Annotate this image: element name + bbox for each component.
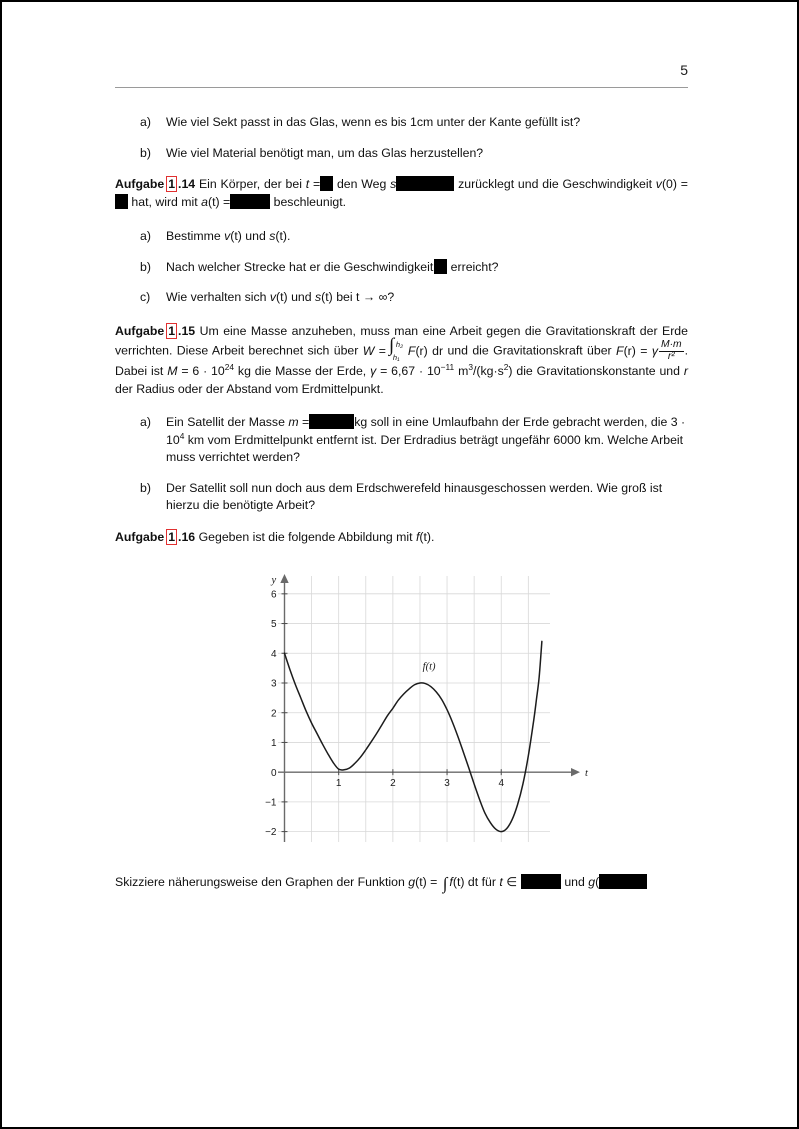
variable-f: f bbox=[415, 529, 420, 544]
task-number-boxed: 1 bbox=[168, 177, 176, 191]
gamma-value bbox=[370, 361, 455, 379]
tick-labels bbox=[265, 589, 504, 838]
item-mid: und bbox=[287, 290, 316, 304]
x-tick-label: 2 bbox=[389, 778, 396, 790]
variable-s: s bbox=[315, 290, 322, 304]
gamma-unit bbox=[458, 361, 513, 379]
task-text-intro: Gegeben ist die folgende Abbildung mit bbox=[198, 529, 413, 544]
list-item-text bbox=[166, 229, 290, 243]
task-label: Aufgabe bbox=[115, 177, 165, 191]
variable-f: f bbox=[449, 875, 453, 890]
y-axis-label: y bbox=[271, 575, 276, 587]
task-text-mid: und die Gravitationskraft über bbox=[447, 343, 612, 358]
list-marker: b) bbox=[140, 259, 151, 274]
v-argument: (0) = bbox=[661, 177, 688, 191]
previous-task-list bbox=[137, 114, 688, 162]
integral-lower-limit: h₁ bbox=[392, 353, 400, 362]
task-number-boxed: 1 bbox=[168, 529, 176, 544]
y-tick-label: −2 bbox=[264, 827, 276, 839]
task-1-15-list bbox=[137, 414, 688, 515]
variable-m: m bbox=[288, 415, 299, 430]
list-item-text bbox=[166, 290, 394, 304]
variable-s: s bbox=[390, 177, 397, 191]
y-tick-label: −1 bbox=[264, 797, 276, 809]
redaction-box bbox=[434, 259, 447, 274]
unit-kgs: /(kg·s bbox=[472, 364, 504, 379]
word-und: und bbox=[564, 875, 585, 890]
item-post: . bbox=[286, 229, 291, 243]
redaction-box bbox=[599, 874, 647, 889]
variable-F: F bbox=[616, 343, 624, 358]
list-item bbox=[137, 414, 688, 467]
exponent: 3 bbox=[468, 361, 473, 372]
list-item bbox=[137, 114, 688, 132]
list-marker: a) bbox=[140, 115, 151, 129]
variable-a: a bbox=[201, 194, 208, 209]
item-post2: km vom Erdmittelpunkt entfernt ist. Der Erdradius beträgt ungefähr 6000 km. Welche Arbeit muss verrichtet werden? bbox=[166, 432, 684, 465]
fraction-numerator: M·m bbox=[660, 339, 682, 351]
redaction-box bbox=[230, 194, 270, 209]
v-argument: (t) bbox=[276, 290, 288, 304]
redaction-box bbox=[309, 414, 354, 429]
list-item-text: Wie viel Material benötigt man, um das Glas herzustellen? bbox=[166, 145, 484, 160]
x-tick-label: 1 bbox=[335, 778, 341, 790]
variable-g: g bbox=[408, 875, 416, 890]
list-item-text bbox=[166, 415, 685, 464]
task-label: Aufgabe bbox=[115, 323, 165, 338]
variable-W: W bbox=[362, 343, 375, 358]
unit-close: ) bbox=[508, 364, 513, 379]
f-argument: (t) bbox=[419, 529, 432, 544]
list-item bbox=[137, 145, 688, 163]
variable-v: v bbox=[269, 290, 277, 304]
variable-s: s bbox=[269, 229, 276, 243]
variable-t: t bbox=[499, 875, 503, 890]
redaction-box bbox=[521, 874, 561, 889]
open-paren: ( bbox=[595, 875, 600, 890]
differential-dt: dt bbox=[467, 875, 479, 890]
task-text-d: kg die Masse der Erde, bbox=[237, 364, 367, 379]
gamma-symbol: γ bbox=[370, 364, 377, 379]
item-pre: Wie verhalten sich bbox=[166, 290, 270, 304]
v-argument: (t) bbox=[230, 229, 242, 243]
equals-sign: = bbox=[430, 875, 438, 890]
redaction-box bbox=[396, 176, 454, 191]
variable-r: r bbox=[683, 364, 688, 379]
page-header bbox=[115, 62, 688, 94]
closing-instruction bbox=[115, 874, 688, 893]
fraction-denominator: r² bbox=[667, 351, 675, 363]
equals-sign: = bbox=[302, 415, 310, 430]
task-text-e: beschleunigt. bbox=[273, 194, 347, 209]
formula-work bbox=[362, 335, 444, 362]
integral-upper-limit: h₂ bbox=[395, 340, 403, 349]
integral-symbol: ∫ bbox=[442, 874, 448, 894]
gamma-number: = 6,67 · 10 bbox=[380, 364, 441, 379]
list-item-text bbox=[166, 260, 499, 274]
equals-sign: = bbox=[640, 343, 648, 358]
task-text-intro: Um eine Masse anzuheben, muss man eine Arbeit gegen die Gravitationskraft der Erde verrichten. Diese Arbeit berechnet sich über bbox=[115, 323, 688, 358]
exponent: 2 bbox=[503, 361, 509, 372]
variable-M: M bbox=[167, 364, 178, 379]
item-post: kg soll in eine Umlaufbahn der Erde gebracht werden, die 3 · 10 bbox=[166, 415, 686, 447]
exponent: −11 bbox=[440, 361, 455, 372]
F-argument: (r) bbox=[415, 343, 428, 358]
task-text-b: den Weg bbox=[336, 177, 387, 191]
redaction-box bbox=[115, 194, 128, 209]
y-tick-label: 2 bbox=[270, 708, 276, 720]
task-number-rest: .14 bbox=[178, 177, 196, 191]
task-number-rest: .16 bbox=[178, 529, 196, 544]
mass-value: = 6 · 10 bbox=[181, 364, 225, 379]
word-fuer: für bbox=[481, 875, 496, 890]
graph-svg bbox=[242, 566, 588, 856]
variable-g: g bbox=[588, 875, 596, 890]
differential-dr: dr bbox=[432, 343, 444, 358]
y-tick-label: 6 bbox=[270, 589, 276, 601]
exponent: 24 bbox=[224, 361, 235, 372]
list-marker: b) bbox=[140, 480, 151, 495]
variable-v: v bbox=[224, 229, 231, 243]
list-marker: c) bbox=[140, 290, 151, 304]
g-argument: (t) bbox=[415, 875, 427, 890]
list-item-text: Der Satellit soll nun doch aus dem Erdschwerefeld hinausgeschossen werden. Wie groß ist hierzu die benötigte Arbeit? bbox=[166, 480, 663, 513]
integral-symbol: ∫ h₂ h₁ bbox=[388, 340, 407, 357]
element-of-symbol: ∈ bbox=[506, 875, 517, 890]
instruction-text: Skizziere näherungsweise den Graphen der Funktion bbox=[115, 875, 405, 890]
x-tick-label: 4 bbox=[497, 778, 504, 790]
task-text-a: Ein Körper, der bei bbox=[198, 177, 302, 191]
task-text-e: die Gravitationskonstante und bbox=[516, 364, 680, 379]
item-mid: und bbox=[241, 229, 270, 243]
x-axis-label: t bbox=[584, 767, 588, 779]
fraction bbox=[659, 340, 684, 363]
task-text-end: . bbox=[431, 529, 435, 544]
task-number-boxed: 1 bbox=[168, 323, 176, 338]
task-text-c: . Dabei ist bbox=[115, 343, 689, 379]
x-tick-label: 3 bbox=[443, 778, 450, 790]
item-post: erreicht? bbox=[450, 259, 499, 274]
gamma-symbol: γ bbox=[651, 343, 658, 358]
f-argument: (t) bbox=[452, 875, 465, 890]
y-tick-label: 4 bbox=[270, 648, 276, 660]
variable-F: F bbox=[407, 343, 416, 358]
task-1-14-list bbox=[137, 228, 688, 307]
figure-container bbox=[115, 566, 688, 856]
task-1-14-paragraph bbox=[115, 176, 688, 211]
task-1-16-paragraph bbox=[115, 529, 688, 547]
function-graph bbox=[242, 566, 588, 856]
curve-annotation: f(t) bbox=[422, 661, 435, 673]
y-tick-label: 1 bbox=[270, 738, 276, 750]
y-tick-label: 5 bbox=[270, 619, 276, 631]
mass-earth-value bbox=[167, 361, 235, 379]
axis-titles bbox=[270, 575, 589, 779]
variable-v: v bbox=[655, 177, 662, 191]
list-marker: b) bbox=[140, 145, 151, 160]
list-item bbox=[137, 480, 688, 515]
F-argument: (r) bbox=[623, 343, 636, 358]
list-item bbox=[137, 259, 688, 277]
list-item bbox=[137, 289, 688, 307]
equals-sign: = bbox=[378, 343, 386, 358]
equals-sign: = bbox=[312, 177, 321, 191]
y-tick-label: 3 bbox=[270, 678, 276, 690]
task-number-rest: .15 bbox=[178, 323, 196, 338]
task-1-15-paragraph bbox=[115, 323, 688, 399]
item-pre: Ein Satellit der Masse bbox=[166, 415, 285, 430]
list-marker: a) bbox=[140, 415, 151, 430]
function-curve bbox=[284, 641, 541, 831]
formula-force bbox=[616, 339, 685, 363]
s-argument: (t) bbox=[275, 229, 287, 243]
header-rule bbox=[115, 87, 688, 88]
task-text-f: der Radius oder der Abstand vom Erdmittelpunkt. bbox=[115, 381, 384, 396]
y-tick-label: 0 bbox=[270, 767, 276, 779]
task-label: Aufgabe bbox=[115, 529, 165, 544]
list-item bbox=[137, 228, 688, 246]
unit-m: m bbox=[458, 364, 469, 379]
list-marker: a) bbox=[140, 229, 151, 243]
item-pre: Bestimme bbox=[166, 229, 225, 243]
page-content bbox=[115, 62, 688, 893]
redaction-box bbox=[320, 176, 333, 191]
s-argument: (t) bbox=[321, 290, 333, 304]
list-item-text: Wie viel Sekt passt in das Glas, wenn es bis 1cm unter der Kante gefüllt ist? bbox=[166, 115, 581, 129]
item-post: bei t → ∞? bbox=[332, 290, 395, 304]
a-argument: (t) = bbox=[207, 194, 231, 209]
variable-t: t bbox=[305, 177, 310, 191]
page-number: 5 bbox=[680, 62, 688, 78]
task-text-c: zurücklegt und die Geschwindigkeit bbox=[458, 177, 652, 191]
task-text-d: hat, wird mit bbox=[131, 194, 198, 209]
grid-lines bbox=[278, 576, 550, 842]
exponent: 4 bbox=[179, 430, 185, 441]
item-pre: Nach welcher Strecke hat er die Geschwindigkeit bbox=[166, 259, 434, 274]
